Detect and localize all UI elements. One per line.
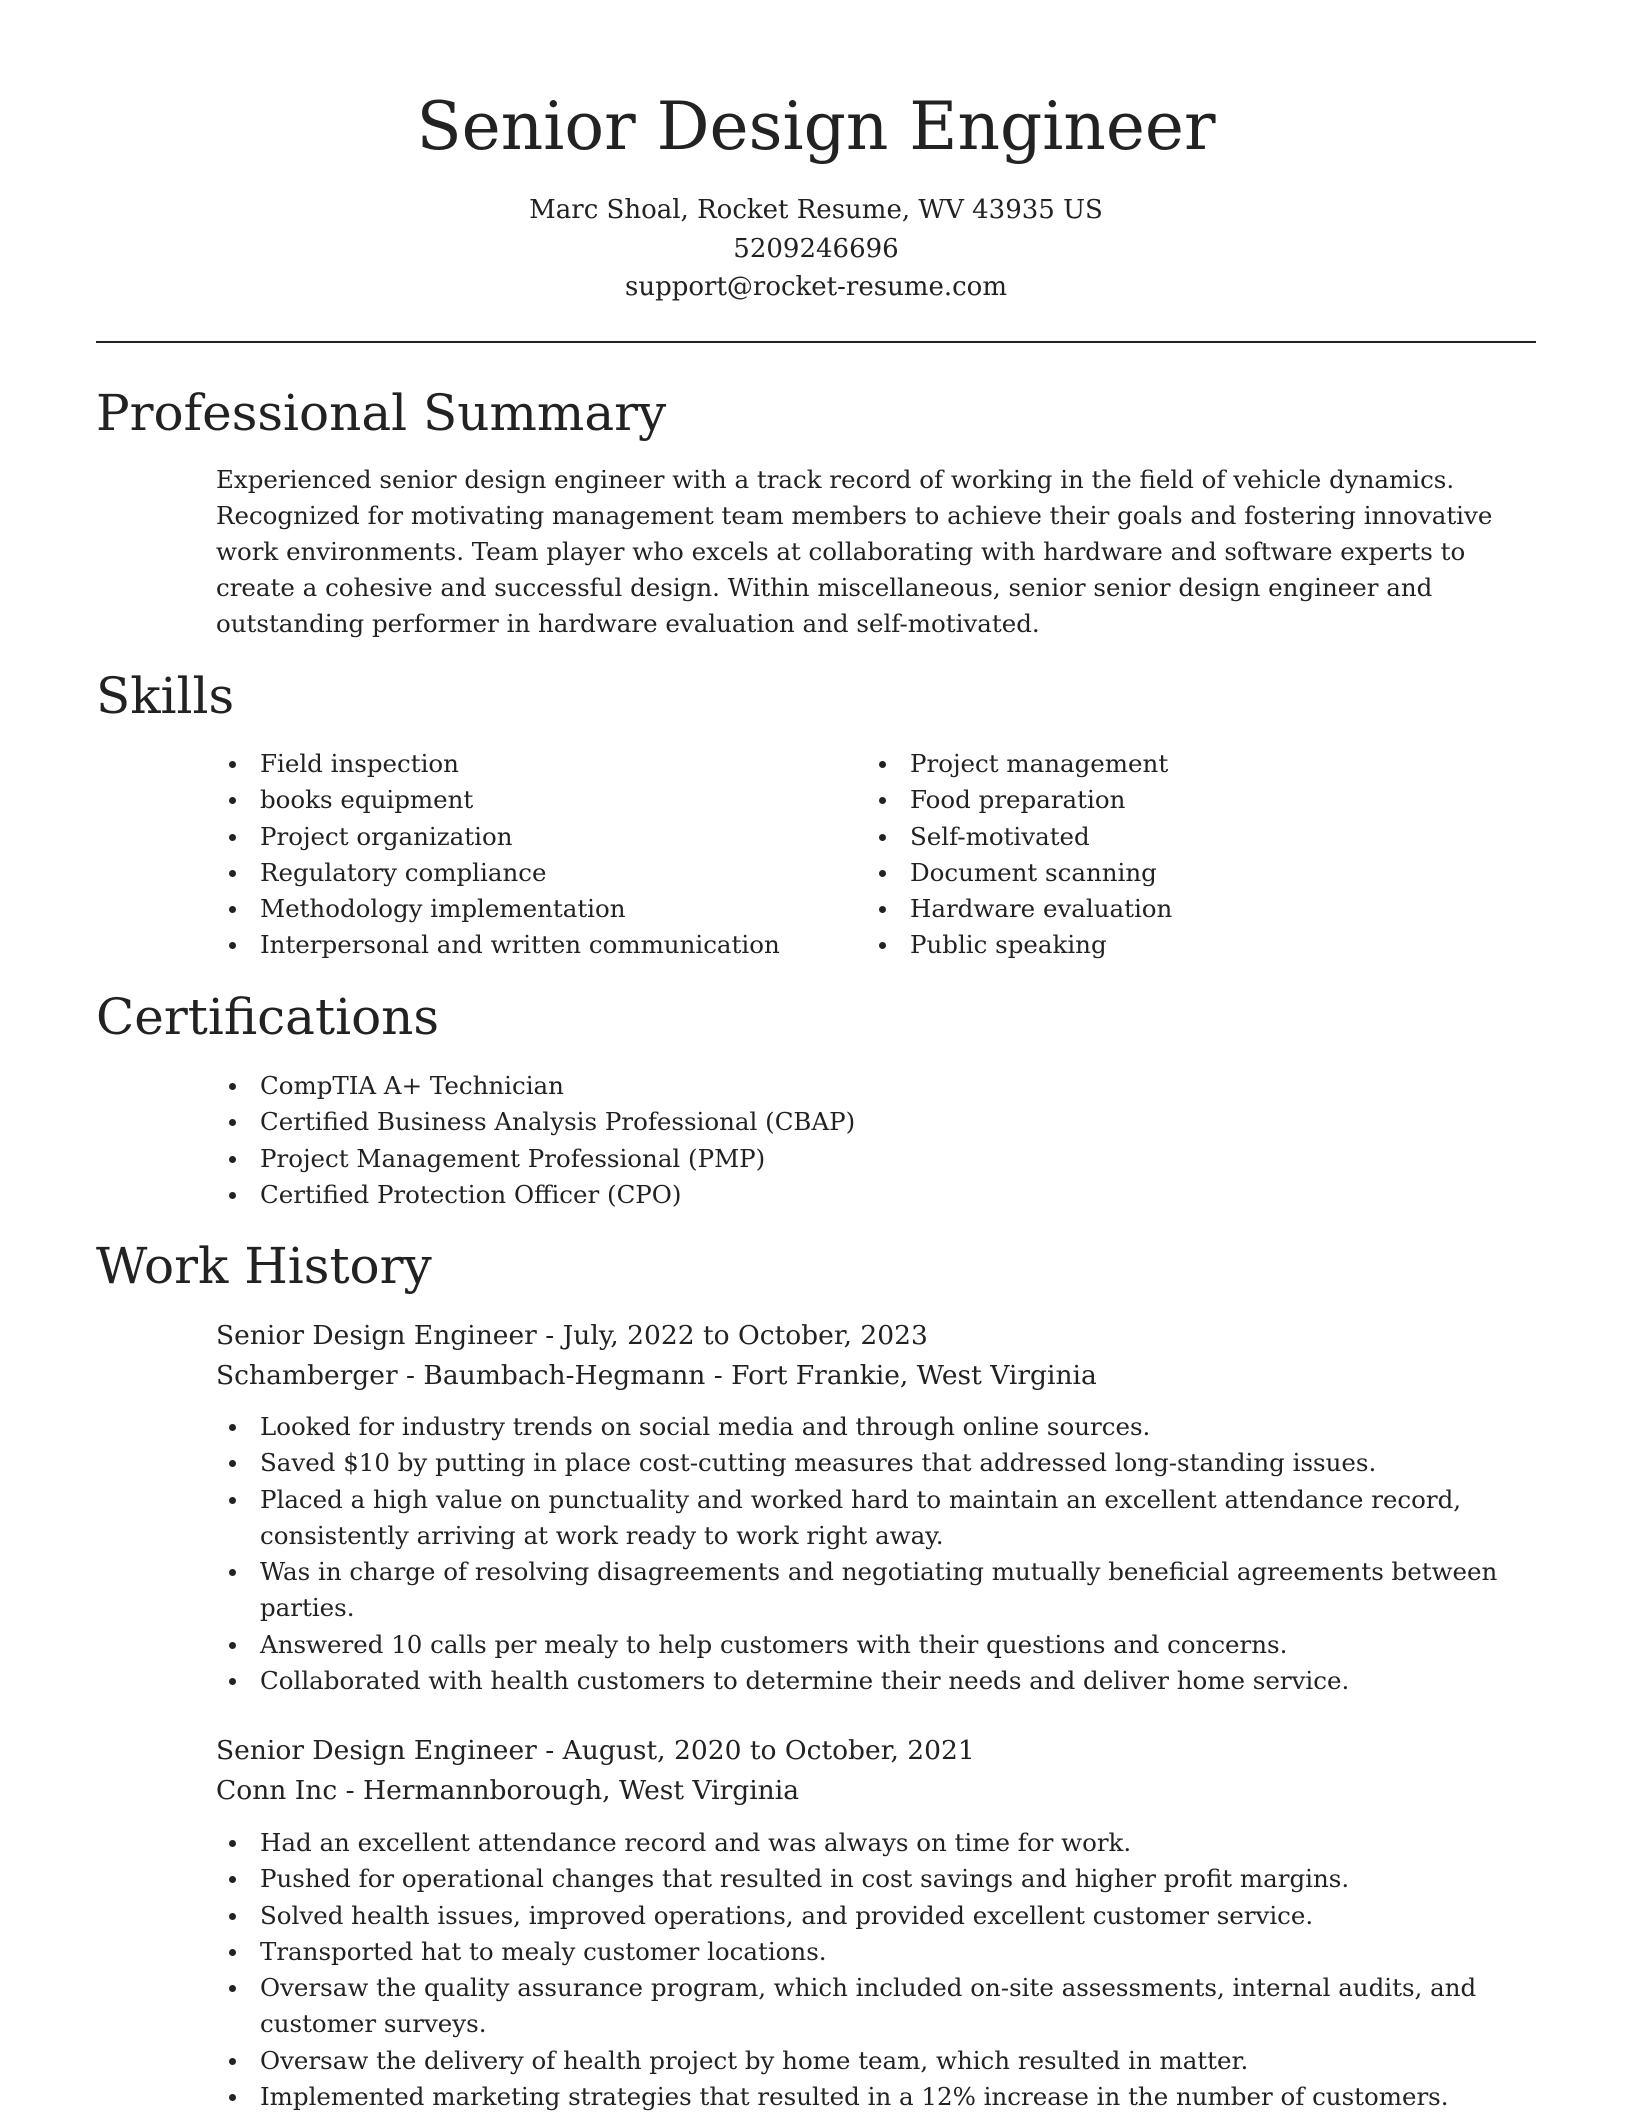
job-title: Senior Design Engineer <box>216 1735 537 1766</box>
list-item: Looked for industry trends on social media and through online sources. <box>216 1409 1541 1445</box>
list-item: Pushed for operational changes that resulted in cost savings and higher profit margins. <box>216 1861 1541 1897</box>
contact-phone: 5209246696 <box>733 234 899 264</box>
section-heading-certifications: Certifications <box>96 988 440 1046</box>
list-item: CompTIA A+ Technician <box>216 1068 1536 1104</box>
skills-list-left <box>216 746 836 964</box>
list-item: Was in charge of resolving disagreements and negotiating mutually beneficial agreements between parties. <box>216 1554 1541 1627</box>
list-item: Hardware evaluation <box>866 891 1486 927</box>
list-item: Project Management Professional (PMP) <box>216 1141 1536 1177</box>
contact-address: Marc Shoal, Rocket Resume, WV 43935 US <box>529 195 1103 225</box>
job-bullets <box>216 1825 1541 2115</box>
list-item: Implemented marketing strategies that resulted in a 12% increase in the number of customers. <box>216 2079 1541 2115</box>
job-title: Senior Design Engineer <box>216 1320 537 1351</box>
job-company: Conn Inc <box>216 1775 338 1806</box>
job-dates: August, 2020 to October, 2021 <box>562 1735 975 1766</box>
job-bullets <box>216 1409 1541 1699</box>
list-item: Collaborated with health customers to determine their needs and deliver home service. <box>216 1663 1541 1699</box>
contact-email: support@rocket-resume.com <box>624 272 1007 302</box>
job-location: Fort Frankie, West Virginia <box>731 1360 1097 1391</box>
list-item: Had an excellent attendance record and was always on time for work. <box>216 1825 1541 1861</box>
list-item: Project organization <box>216 819 836 855</box>
list-item: books equipment <box>216 782 836 818</box>
list-item: Project management <box>866 746 1486 782</box>
job-company-line: Conn Inc - Hermannborough, West Virginia <box>216 1775 800 1806</box>
list-item: Self-motivated <box>866 819 1486 855</box>
job-location: Hermannborough, West Virginia <box>362 1775 800 1806</box>
summary-text: Experienced senior design engineer with a track record of working in the field of vehicle dynamics. Recognized for motivating management team members to achieve their goals and fostering innovative work environments. Team player who excels at collaborating with hardware and software experts to create a cohesive and successful design. Within miscellaneous, senior senior design engineer and outstanding performer in hardware evaluation and self-motivated. <box>216 465 1493 638</box>
job-company-line: Schamberger - Baumbach-Hegmann - Fort Frankie, West Virginia <box>216 1360 1097 1391</box>
section-heading-summary: Professional Summary <box>96 384 667 442</box>
certifications-list <box>216 1068 1536 1213</box>
section-heading-skills: Skills <box>96 667 235 725</box>
list-item: Certified Business Analysis Professional (CBAP) <box>216 1104 1536 1140</box>
job-company: Schamberger - Baumbach-Hegmann <box>216 1360 706 1391</box>
list-item: Placed a high value on punctuality and worked hard to maintain an excellent attendance record, consistently arriving at work ready to work right away. <box>216 1482 1541 1555</box>
list-item: Document scanning <box>866 855 1486 891</box>
list-item: Transported hat to mealy customer locations. <box>216 1934 1541 1970</box>
list-item: Saved $10 by putting in place cost-cutting measures that addressed long-standing issues. <box>216 1445 1541 1481</box>
list-item: Answered 10 calls per mealy to help customers with their questions and concerns. <box>216 1627 1541 1663</box>
section-heading-work-history: Work History <box>96 1237 432 1295</box>
list-item: Oversaw the quality assurance program, which included on-site assessments, internal audits, and customer surveys. <box>216 1970 1541 2043</box>
list-item: Food preparation <box>866 782 1486 818</box>
job-title-line: Senior Design Engineer - July, 2022 to October, 2023 <box>216 1320 928 1351</box>
header-divider <box>96 341 1536 343</box>
list-item: Solved health issues, improved operations, and provided excellent customer service. <box>216 1898 1541 1934</box>
job-dates: July, 2022 to October, 2023 <box>562 1320 928 1351</box>
list-item: Oversaw the delivery of health project by home team, which resulted in matter. <box>216 2043 1541 2079</box>
list-item: Public speaking <box>866 927 1486 963</box>
list-item: Regulatory compliance <box>216 855 836 891</box>
list-item: Methodology implementation <box>216 891 836 927</box>
list-item: Interpersonal and written communication <box>216 927 836 963</box>
list-item: Field inspection <box>216 746 836 782</box>
job-title-line: Senior Design Engineer - August, 2020 to October, 2021 <box>216 1735 975 1766</box>
list-item: Certified Protection Officer (CPO) <box>216 1177 1536 1213</box>
skills-list-right <box>866 746 1486 964</box>
resume-title: Senior Design Engineer <box>416 88 1216 165</box>
